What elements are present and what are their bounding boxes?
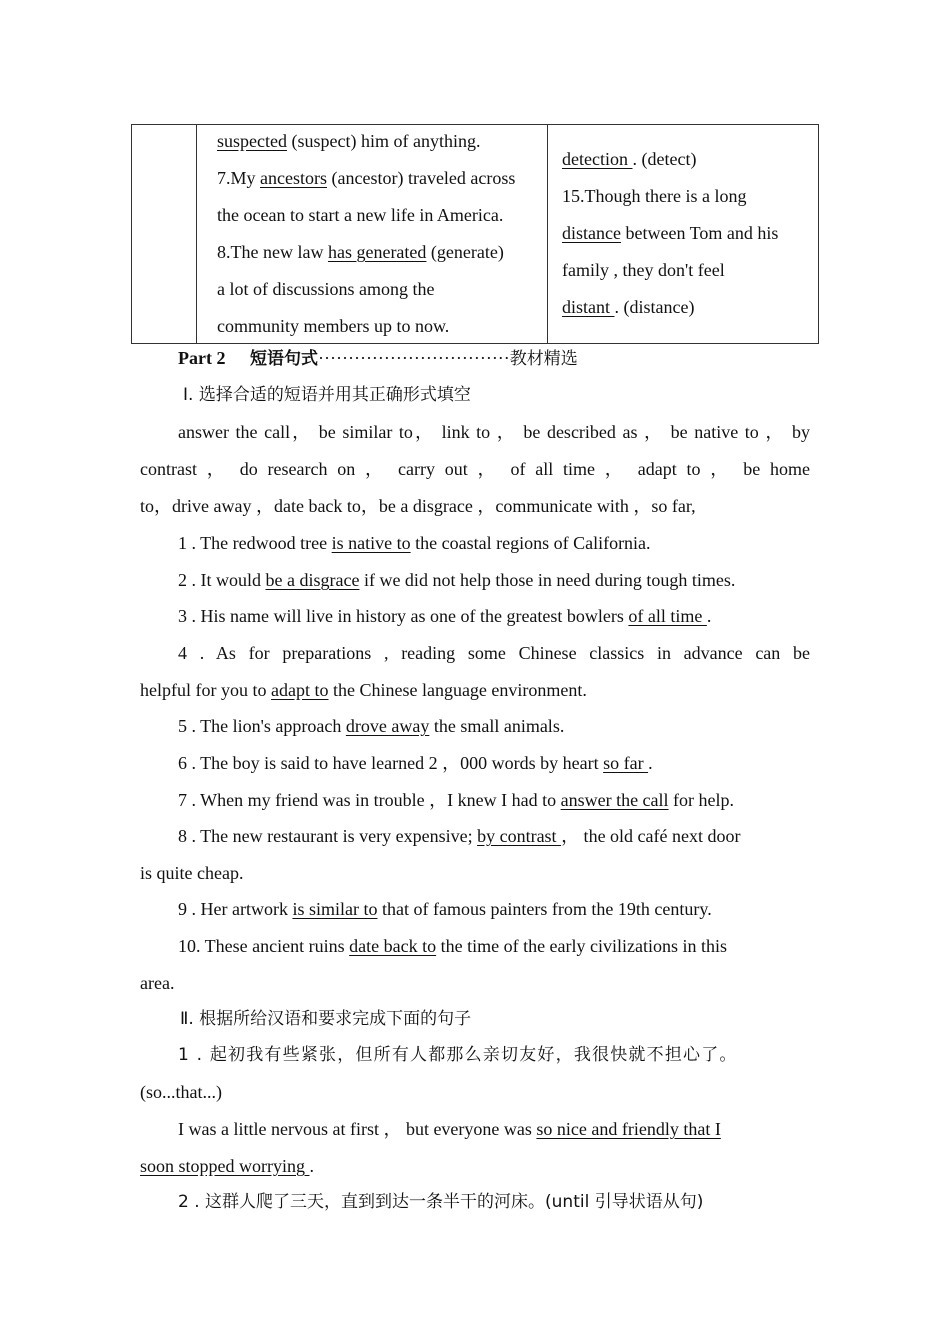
part2-title: 短语句式: [249, 349, 318, 369]
question-6: 6 . The boy is said to have learned 2 ，000 words by heart so far .: [178, 753, 653, 773]
answer: is similar to: [292, 899, 378, 919]
table-line: 7.My ancestors (ancestor) traveled across: [217, 168, 516, 188]
s2-answer-1: I was a little nervous at first ， but everyone was so nice and friendly that I: [178, 1119, 721, 1139]
part2-label: Part 2: [178, 348, 226, 368]
answer: date back to: [349, 936, 437, 956]
s2-answer-1-cont: soon stopped worrying .: [140, 1156, 314, 1176]
question-4-cont: helpful for you to adapt to the Chinese language environment.: [140, 680, 587, 700]
question-2: 2 . It would be a disgrace if we did not help those in need during tough times.: [178, 570, 736, 590]
question-9: 9 . Her artwork is similar to that of famous painters from the 19th century.: [178, 899, 712, 919]
table-line: detection . (detect): [562, 149, 697, 169]
answer: drove away: [345, 716, 430, 736]
question-5: 5 . The lion's approach drove away the small animals.: [178, 716, 565, 736]
table-right-column: [562, 141, 807, 326]
section1-heading: Ⅰ. 选择合适的短语并用其正确形式填空: [183, 385, 471, 405]
table-line: distant . (distance): [562, 297, 695, 317]
question-3: 3 . His name will live in history as one of the greatest bowlers of all time .: [178, 606, 712, 626]
answer: answer the call: [560, 790, 669, 810]
exercise-table: [131, 124, 819, 344]
phrase-bank-line: to，drive away ，date back to，be a disgrace ，communicate with ，so far,: [140, 496, 696, 516]
answer: soon stopped worrying: [140, 1156, 310, 1176]
answer: so nice and friendly that I: [536, 1119, 721, 1139]
table-left-column: [217, 123, 542, 345]
table-divider: [547, 125, 548, 343]
answer: is native to: [331, 533, 411, 553]
phrase-bank-line: contrast ， do research on ， carry out ， of all time ， adapt to ， be home: [140, 459, 810, 479]
table-line: family , they don't feel: [562, 260, 725, 280]
table-divider: [196, 125, 197, 343]
table-line: a lot of discussions among the: [217, 279, 435, 299]
answer: so far: [603, 753, 649, 773]
question-1: 1 . The redwood tree is native to the coastal regions of California.: [178, 533, 651, 553]
part2-tag: 教材精选: [509, 349, 578, 369]
s2-question-2-zh: 2 . 这群人爬了三天，直到到达一条半干的河床。(until 引导状语从句): [178, 1192, 704, 1212]
answer: of all time: [628, 606, 707, 626]
s2-question-1-zh: 1 . 起初我有些紧张，但所有人都那么亲切友好，我很快就不担心了。: [178, 1045, 738, 1065]
part2-dots: ································: [317, 348, 510, 368]
question-4: 4 . As for preparations , reading some Chinese classics in advance can be: [178, 643, 810, 663]
table-line: suspected (suspect) him of anything.: [217, 131, 481, 151]
question-10-cont: area.: [140, 973, 175, 993]
part2-header: [178, 346, 578, 371]
question-8: 8 . The new restaurant is very expensive; by contrast ， the old café next door: [178, 826, 741, 846]
answer: adapt to: [270, 680, 329, 700]
table-line: 15.Though there is a long: [562, 186, 747, 206]
table-line: distance between Tom and his: [562, 223, 779, 243]
s2-question-1-hint: (so...that...): [140, 1082, 222, 1102]
question-8-cont: is quite cheap.: [140, 863, 244, 883]
table-line: 8.The new law has generated (generate): [217, 242, 504, 262]
question-10: 10. These ancient ruins date back to the time of the early civilizations in this: [178, 936, 728, 956]
section2-heading: Ⅱ. 根据所给汉语和要求完成下面的句子: [180, 1009, 472, 1029]
answer: be a disgrace: [265, 570, 360, 590]
table-line: community members up to now.: [217, 316, 450, 336]
answer: by contrast: [477, 826, 562, 846]
question-7: 7 . When my friend was in trouble ，I knew I had to answer the call for help.: [178, 790, 735, 810]
phrase-bank-line: answer the call， be similar to， link to ， be described as ， be native to ， by: [178, 422, 810, 442]
table-line: the ocean to start a new life in America.: [217, 205, 504, 225]
